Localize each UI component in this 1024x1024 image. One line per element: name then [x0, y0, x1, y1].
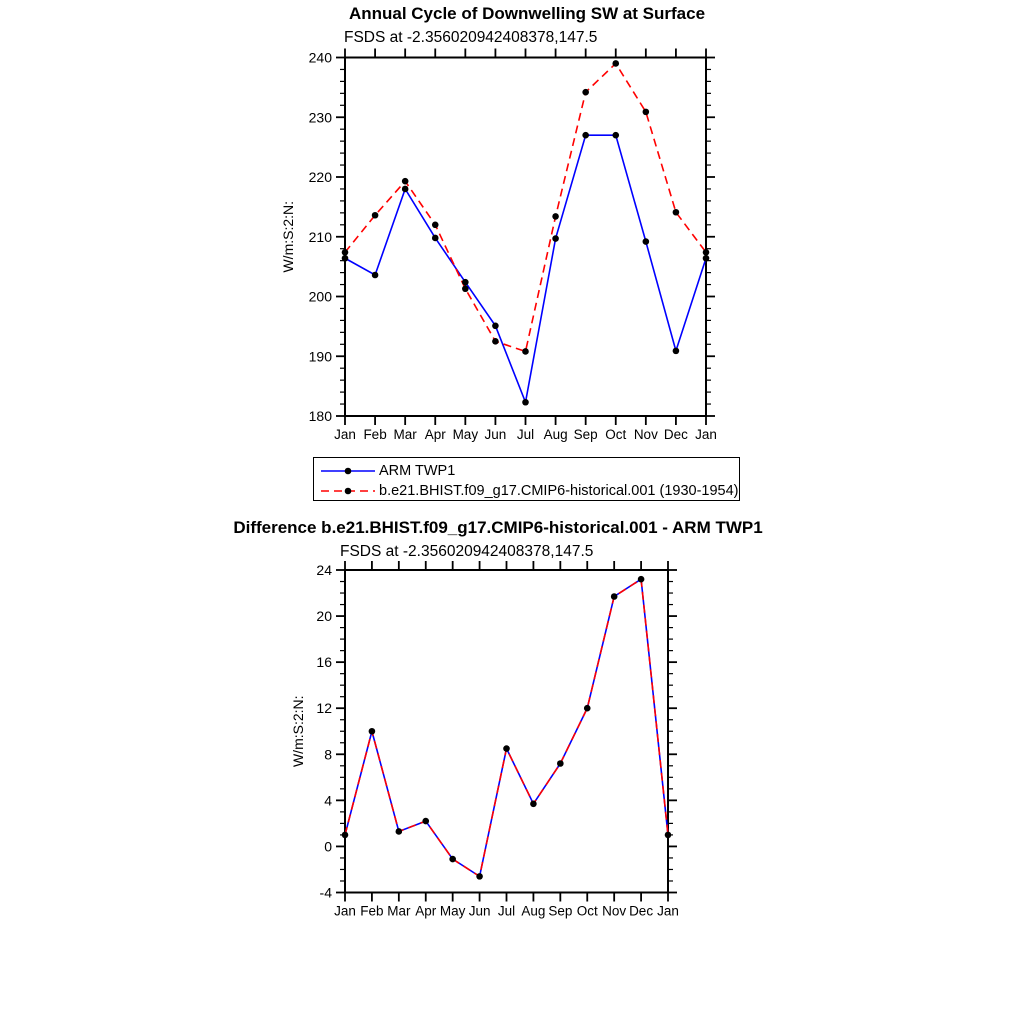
x-axis-tick-label: May — [439, 903, 466, 919]
y-axis-tick-label: 24 — [316, 562, 332, 578]
x-axis-tick-label: May — [452, 427, 479, 442]
series-line-1-0 — [345, 579, 668, 876]
data-point-marker — [552, 213, 559, 220]
data-point-marker — [522, 348, 529, 355]
x-axis-tick-label: Jun — [484, 427, 507, 442]
x-axis-tick-label: Jul — [516, 427, 535, 442]
top-chart-subtitle: FSDS at -2.356020942408378,147.5 — [344, 29, 598, 46]
y-axis-tick-label: 16 — [316, 654, 332, 671]
legend — [313, 457, 740, 501]
data-point-marker — [396, 828, 403, 835]
x-axis-tick-label: Aug — [521, 903, 546, 919]
data-point-marker — [703, 249, 710, 256]
data-point-marker — [557, 760, 564, 767]
data-point-marker — [582, 132, 589, 139]
data-point-marker — [522, 399, 529, 406]
y-axis-tick-label: 210 — [308, 228, 332, 245]
y-axis-tick-label: 0 — [324, 838, 332, 855]
data-point-marker — [402, 178, 409, 185]
data-point-marker — [342, 255, 349, 262]
data-point-marker — [673, 209, 680, 216]
data-point-marker — [432, 222, 439, 229]
x-axis-tick-label: Dec — [629, 903, 654, 919]
data-point-marker — [552, 235, 559, 242]
data-point-marker — [503, 745, 510, 752]
top-chart-title: Annual Cycle of Downwelling SW at Surface — [348, 4, 706, 23]
bottom-chart-title: Difference b.e21.BHIST.f09_g17.CMIP6-historical.001 - ARM TWP1 — [233, 518, 763, 537]
legend-entry — [320, 481, 739, 501]
series-line-0-0 — [345, 135, 706, 402]
x-axis-tick-label: Dec — [663, 427, 688, 442]
legend-line-sample — [320, 483, 376, 499]
x-axis-tick-label: Feb — [360, 903, 384, 919]
x-axis-tick-label: Mar — [393, 427, 417, 442]
data-point-marker — [432, 235, 439, 242]
data-point-marker — [612, 132, 619, 139]
y-axis-label: W/m:S:2:N: — [290, 695, 306, 768]
data-point-marker — [402, 186, 409, 193]
data-point-marker — [372, 212, 379, 219]
series-line-1-0 — [345, 579, 668, 876]
y-axis-tick-label: 180 — [308, 408, 332, 424]
y-axis-tick-label: 12 — [316, 700, 332, 717]
data-point-marker — [422, 818, 429, 825]
y-axis-tick-label: 200 — [308, 288, 332, 305]
legend-label: ARM TWP1 — [379, 463, 456, 479]
data-point-marker — [476, 873, 483, 880]
x-axis-tick-label: Aug — [543, 427, 568, 442]
data-point-marker — [342, 249, 349, 256]
y-axis-tick-label: 8 — [324, 746, 332, 763]
data-point-marker — [462, 285, 469, 292]
x-axis-tick-label: Jun — [468, 903, 491, 919]
data-point-marker — [530, 801, 537, 808]
x-axis-tick-label: Apr — [424, 427, 446, 442]
legend-entry — [320, 461, 739, 481]
data-point-marker — [492, 322, 499, 329]
x-axis-tick-label: Oct — [605, 427, 627, 442]
y-axis-tick-label: 4 — [324, 792, 332, 809]
data-point-marker — [665, 832, 672, 839]
data-point-marker — [372, 272, 379, 279]
bottom-chart-subtitle: FSDS at -2.356020942408378,147.5 — [340, 543, 594, 560]
data-point-marker — [612, 60, 619, 67]
data-point-marker — [703, 255, 710, 262]
data-point-marker — [492, 338, 499, 345]
y-axis-tick-label: 20 — [316, 608, 332, 625]
x-axis-tick-label: Mar — [387, 903, 411, 919]
x-axis-tick-label: Oct — [576, 903, 598, 919]
data-point-marker — [342, 832, 349, 839]
x-axis-tick-label: Sep — [573, 427, 598, 442]
legend-line-sample — [320, 463, 376, 479]
x-axis-tick-label: Jan — [334, 427, 356, 442]
x-axis-tick-label: Jan — [334, 903, 356, 919]
legend-label: b.e21.BHIST.f09_g17.CMIP6-historical.001 (1930-1954) — [379, 483, 739, 499]
x-axis-tick-label: Sep — [548, 903, 573, 919]
data-point-marker — [643, 238, 650, 245]
data-point-marker — [369, 728, 376, 735]
black-dot-icon — [345, 488, 352, 495]
data-point-marker — [582, 89, 589, 96]
x-axis-tick-label: Nov — [602, 903, 627, 919]
x-axis-tick-label: Jan — [657, 903, 679, 919]
x-axis-tick-label: Feb — [363, 427, 387, 442]
data-point-marker — [611, 593, 618, 600]
y-axis-tick-label: 240 — [308, 49, 332, 66]
y-axis-tick-label: -4 — [319, 884, 332, 901]
plot-frame — [345, 570, 668, 893]
plot-frame — [345, 58, 706, 417]
data-point-marker — [643, 109, 650, 116]
data-point-marker — [449, 856, 456, 863]
data-point-marker — [638, 576, 645, 583]
y-axis-tick-label: 190 — [308, 348, 332, 365]
data-point-marker — [462, 279, 469, 286]
y-axis-label: W/m:S:2:N: — [280, 200, 296, 273]
y-axis-tick-label: 230 — [308, 109, 332, 126]
data-point-marker — [584, 705, 591, 712]
x-axis-tick-label: Jan — [695, 427, 717, 442]
x-axis-tick-label: Nov — [633, 427, 658, 442]
black-dot-icon — [345, 468, 352, 475]
x-axis-tick-label: Apr — [415, 903, 437, 919]
annual-cycle-plot — [280, 49, 717, 443]
y-axis-tick-label: 220 — [308, 169, 332, 185]
data-point-marker — [673, 348, 680, 355]
difference-plot — [290, 561, 679, 919]
x-axis-tick-label: Jul — [497, 903, 516, 919]
